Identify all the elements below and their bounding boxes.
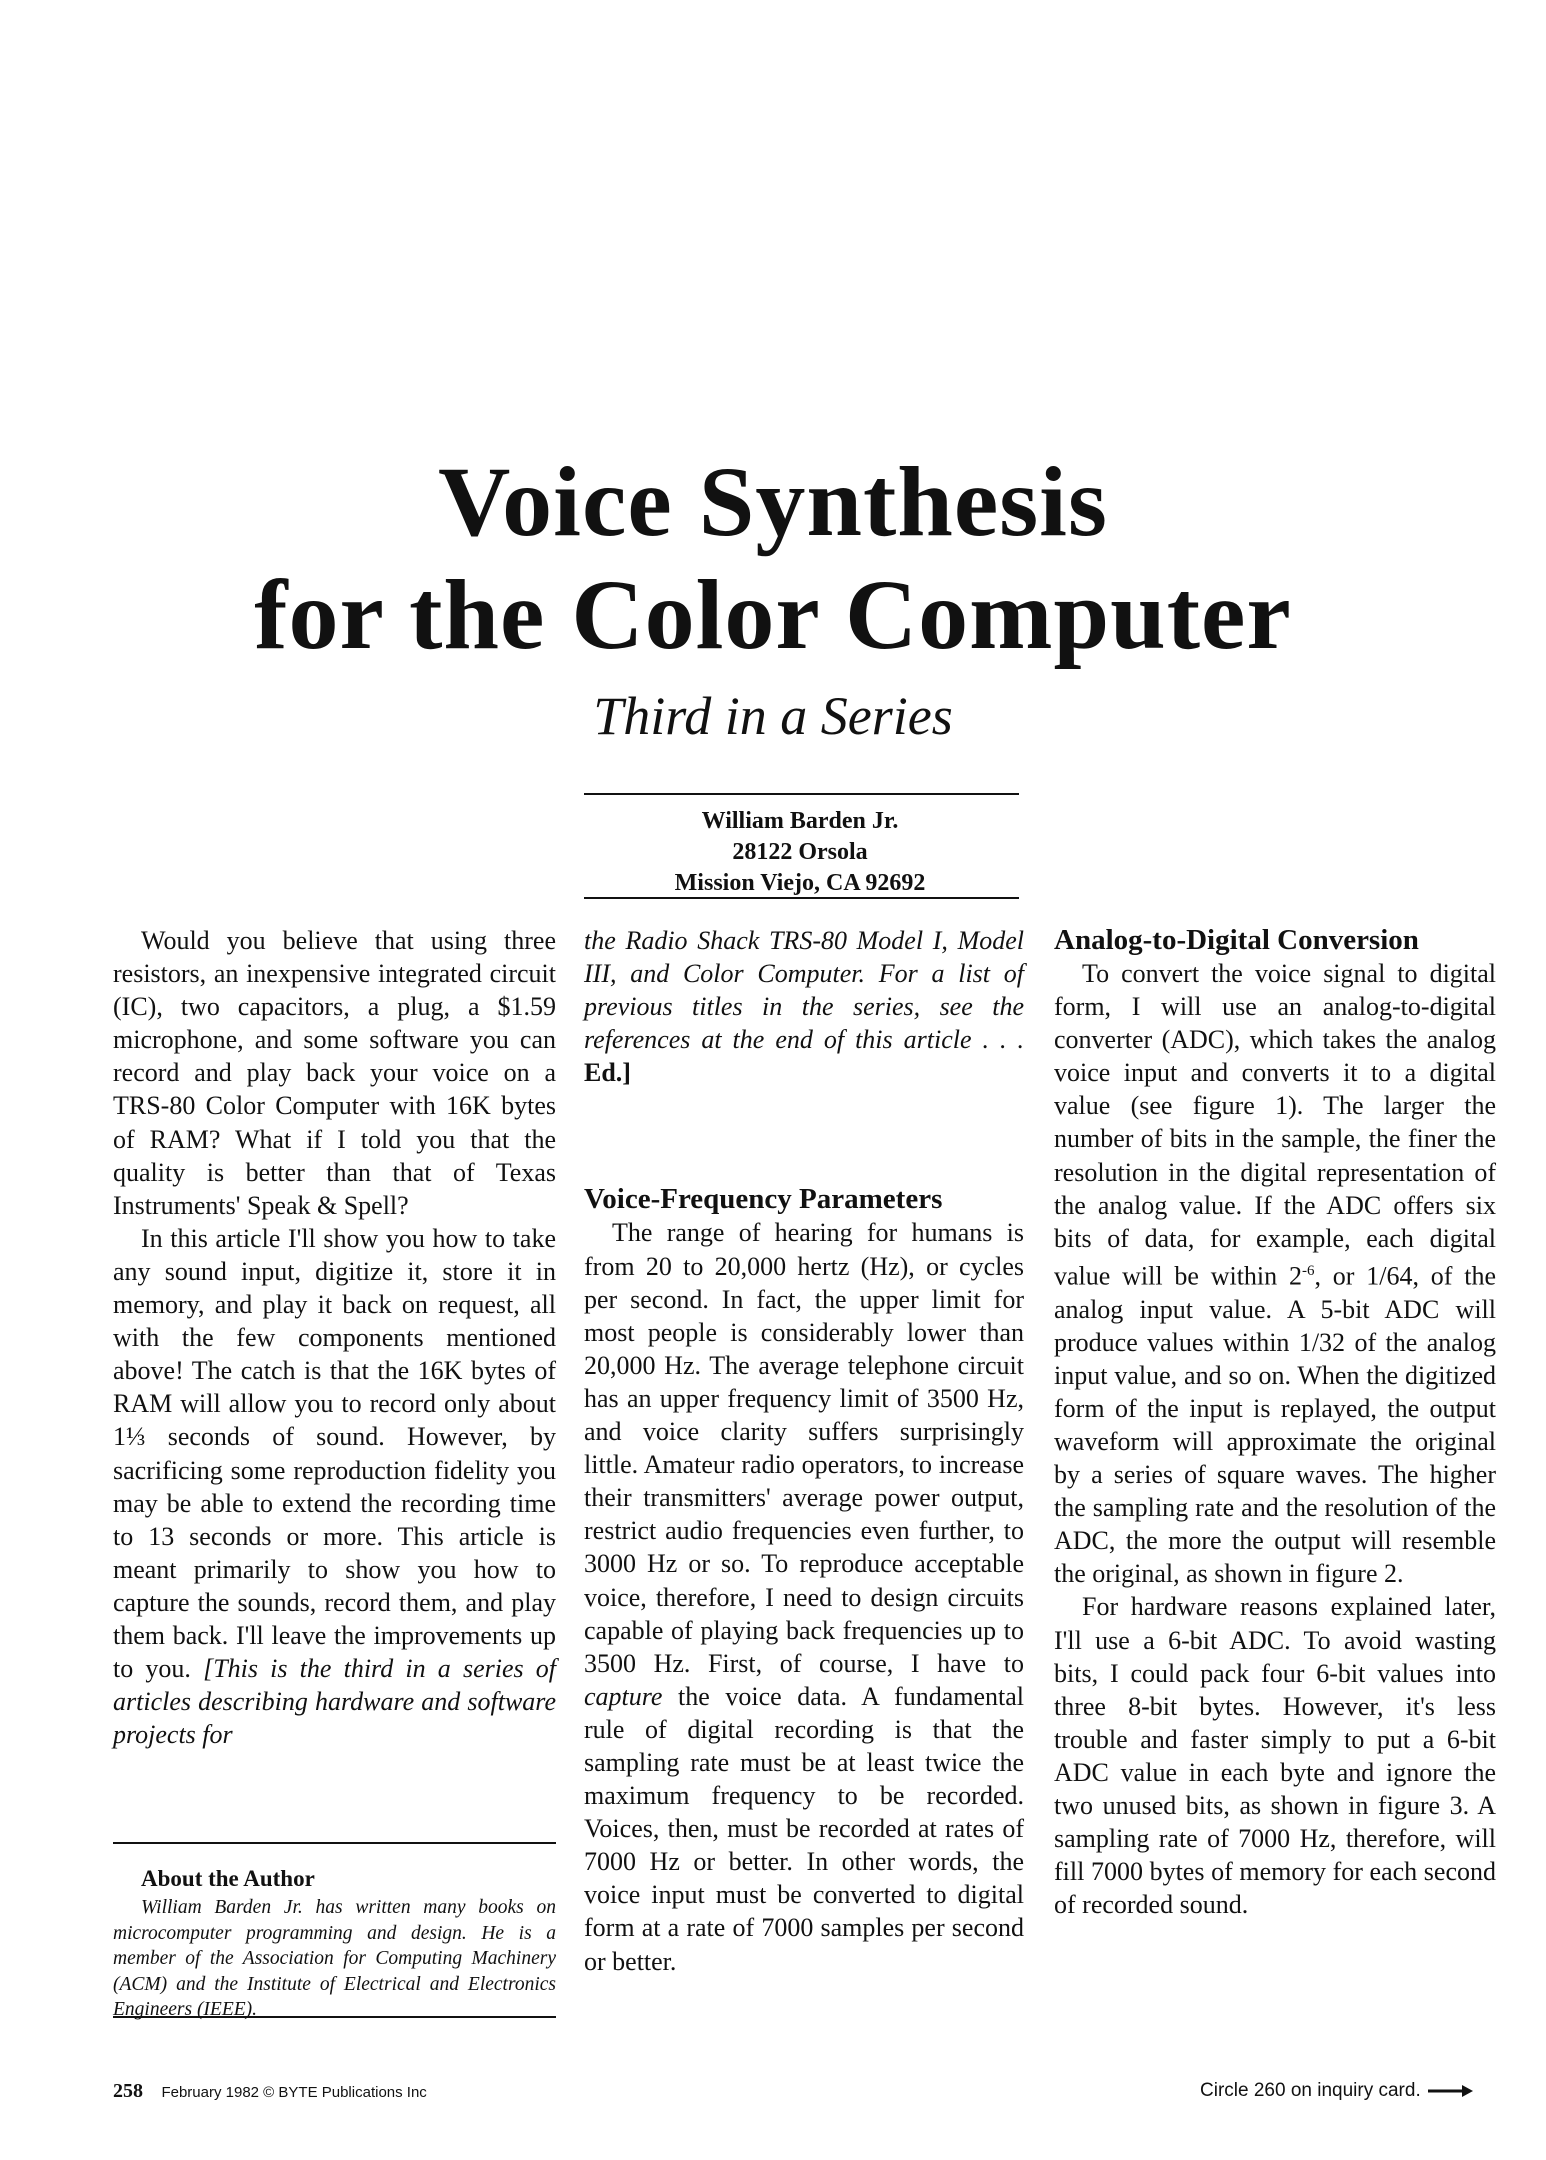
issue-line: February 1982 © BYTE Publications Inc <box>161 2084 427 2101</box>
byline-bottom-rule <box>584 897 1019 899</box>
col2-paragraph-1-emphasis: capture <box>584 1681 663 1711</box>
section-heading-voice-frequency: Voice-Frequency Parameters <box>584 1183 943 1216</box>
author-name: William Barden Jr. <box>701 808 899 834</box>
col2-paragraph-1-text-b: the voice data. A fundamental rule of digital recording is that the sampling rate must be at least twice the maximum frequency to be recorded. Voices, then, must be recorded at rates of 7000 Hz or better. In other words, the voice input must be converted to digital form at a rate of 7000 samples per second or better. <box>584 1681 1024 1976</box>
editor-note-continued <box>584 924 1024 1089</box>
editor-note-start: [This is the third in a series of articles describing hardware and software projects for <box>113 1654 557 1750</box>
byline-top-rule <box>584 793 1019 795</box>
col3-paragraph-2: For hardware reasons explained later, I'll use a 6-bit ADC. To avoid wasting bits, I could pack four 6-bit values into three 8-bit bytes. However, it's less trouble and faster simply to put a 6-bit ADC value in each byte and ignore the two unused bits, as shown in figure 3. A sampling rate of 7000 Hz, therefore, will fill 7000 bytes of memory for each second of recorded sound. <box>1054 1592 1496 1920</box>
title-line-2: for the Color Computer <box>254 559 1292 670</box>
section-heading-adc: Analog-to-Digital Conversion <box>1054 924 1419 956</box>
byline <box>585 806 1015 899</box>
footer-left <box>113 2080 427 2103</box>
col3-paragraph-1-text-a: To convert the voice signal to digital form, I will use an analog-to-digital converter (ADC), which takes the analog voice input and converts it to a digital value (see figure 1). The larger the number of bits in the sample, the finer the resolution in the digital representation of the analog value. If the ADC offers six bits of data, for example, each digital value will be within 2 <box>1054 959 1496 1291</box>
col2-paragraph-1-text-a: The range of hearing for humans is from 20 to 20,000 hertz (Hz), or cycles per second. In fact, the upper limit for most people is considerably lower than 20,000 Hz. The average telephone circuit has an upper frequency limit of 3500 Hz, and voice clarity suffers surprisingly little. Amateur radio operators, to increase their transmitters' average power output, restrict audio frequencies even further, to 3000 Hz or so. To reproduce acceptable voice, therefore, I need to design circuits capable of playing back frequencies up to 3500 Hz. First, of course, I have to <box>584 1218 1024 1678</box>
col3-paragraph-1-text-b: , or 1/64, of the analog input value. A 5-bit ADC will produce values within 1/32 of the analog input value, and so on. When the digitized form of the input is replayed, the output waveform will approximate the original by a series of square waves. The higher the sampling rate and the resolution of the ADC, the more the output will resemble the original, as shown in figure 2. <box>1054 1261 1496 1589</box>
author-street: 28122 Orsola <box>732 839 868 865</box>
author-city: Mission Viejo, CA 92692 <box>674 870 926 896</box>
column-1 <box>113 924 556 1751</box>
editor-note-text: the Radio Shack TRS-80 Model I, Model III, and Color Computer. For a list of previous titles in the series, see the references at the end of this article . . . <box>584 926 1024 1055</box>
page-number: 258 <box>113 2080 143 2102</box>
col1-paragraph-2-text: In this article I'll show you how to take any sound input, digitize it, store it in memory, and play it back on request, all with the few components mentioned above! The catch is that the 16K bytes of RAM will allow you to record only about 1⅓ seconds of sound. However, by sacrificing some reproduction fidelity you may be able to extend the recording time to 13 seconds or more. This article is meant primarily to show you how to capture the sounds, record them, and play them back. I'll leave the improvements up to you. <box>113 1223 556 1684</box>
col1-paragraph-1: Would you believe that using three resistors, an inexpensive integrated circuit (IC), two capacitors, a plug, a $1.59 microphone, and some software you can record and play back your voice on a TRS-80 Color Computer with 16K bytes of RAM? What if I told you that the quality is better than that of Texas Instruments' Speak & Spell? <box>113 926 556 1220</box>
column-3 <box>1054 924 1496 1921</box>
arrow-right-icon <box>1426 2083 1474 2099</box>
col3-exponent: -6 <box>1301 1262 1315 1279</box>
title-line-1: Voice Synthesis <box>438 446 1108 557</box>
column-2 <box>584 924 1024 1978</box>
col1-paragraph-2 <box>113 1222 556 1752</box>
about-the-author <box>113 1862 556 2023</box>
col3-paragraph-1 <box>1054 957 1496 1590</box>
about-top-rule <box>113 1842 556 1844</box>
about-body: William Barden Jr. has written many books on microcomputer programming and design. He is a member of the Association for Computing Machinery (ACM) and the Institute of Electrical and Electronics Engineers (IEEE). <box>113 1897 556 2021</box>
footer-right <box>1200 2080 1474 2102</box>
about-heading: About the Author <box>141 1866 315 1891</box>
col2-paragraph-1 <box>584 1216 1024 1977</box>
about-bottom-rule <box>113 2016 556 2018</box>
editor-signature: Ed.] <box>584 1058 631 1088</box>
subtitle: Third in a Series <box>593 686 953 746</box>
inquiry-text: Circle 260 on inquiry card. <box>1200 2080 1421 2101</box>
